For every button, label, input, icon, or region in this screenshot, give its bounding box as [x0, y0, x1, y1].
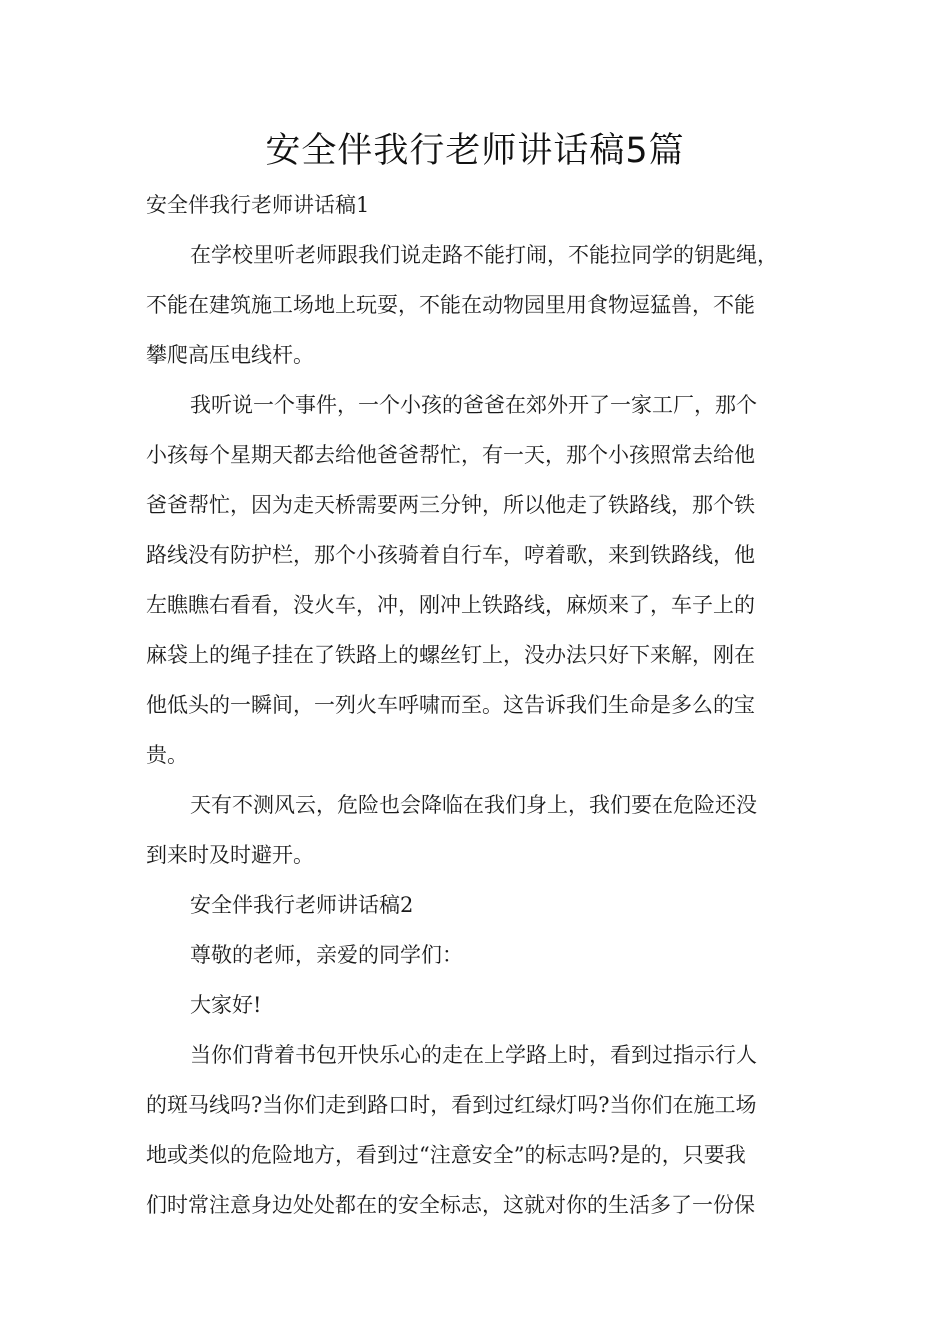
greeting: 大家好! — [190, 993, 262, 1017]
document-title: 安全伴我行老师讲话稿5篇 — [265, 131, 685, 171]
section-heading-2: 安全伴我行老师讲话稿2 — [190, 893, 414, 917]
paragraph-line: 麻袋上的绳子挂在了铁路上的螺丝钉上，没办法只好下来解，刚在 — [146, 643, 755, 667]
paragraph-line: 左瞧瞧右看看，没火车，冲，刚冲上铁路线，麻烦来了，车子上的 — [146, 593, 755, 617]
paragraph-line: 他低头的一瞬间，一列火车呼啸而至。这告诉我们生命是多么的宝 — [146, 693, 755, 717]
paragraph-line: 攀爬高压电线杆。 — [146, 343, 314, 367]
paragraph-line: 爸爸帮忙，因为走天桥需要两三分钟，所以他走了铁路线，那个铁 — [146, 493, 755, 517]
paragraph-line: 路线没有防护栏，那个小孩骑着自行车，哼着歌，来到铁路线，他 — [146, 543, 755, 567]
document-body — [146, 180, 810, 1230]
paragraph-line: 当你们背着书包开快乐心的走在上学路上时，看到过指示行人 — [190, 1043, 757, 1067]
paragraph-line: 到来时及时避开。 — [146, 843, 314, 867]
paragraph-line: 贵。 — [146, 743, 188, 767]
section-heading-1: 安全伴我行老师讲话稿1 — [146, 193, 370, 217]
paragraph-line: 在学校里听老师跟我们说走路不能打闹，不能拉同学的钥匙绳， — [190, 243, 778, 267]
salutation: 尊敬的老师，亲爱的同学们： — [190, 943, 463, 967]
paragraph-line: 我听说一个事件，一个小孩的爸爸在郊外开了一家工厂，那个 — [190, 393, 757, 417]
paragraph-line: 小孩每个星期天都去给他爸爸帮忙，有一天，那个小孩照常去给他 — [146, 443, 755, 467]
paragraph-line: 不能在建筑施工场地上玩耍，不能在动物园里用食物逗猛兽，不能 — [146, 293, 755, 317]
paragraph-line: 地或类似的危险地方，看到过“注意安全”的标志吗?是的，只要我 — [146, 1143, 746, 1167]
paragraph-line: 天有不测风云，危险也会降临在我们身上，我们要在危险还没 — [190, 793, 757, 817]
paragraph-line: 的斑马线吗?当你们走到路口时，看到过红绿灯吗?当你们在施工场 — [146, 1093, 757, 1117]
paragraph-line: 们时常注意身边处处都在的安全标志，这就对你的生活多了一份保 — [146, 1193, 755, 1217]
